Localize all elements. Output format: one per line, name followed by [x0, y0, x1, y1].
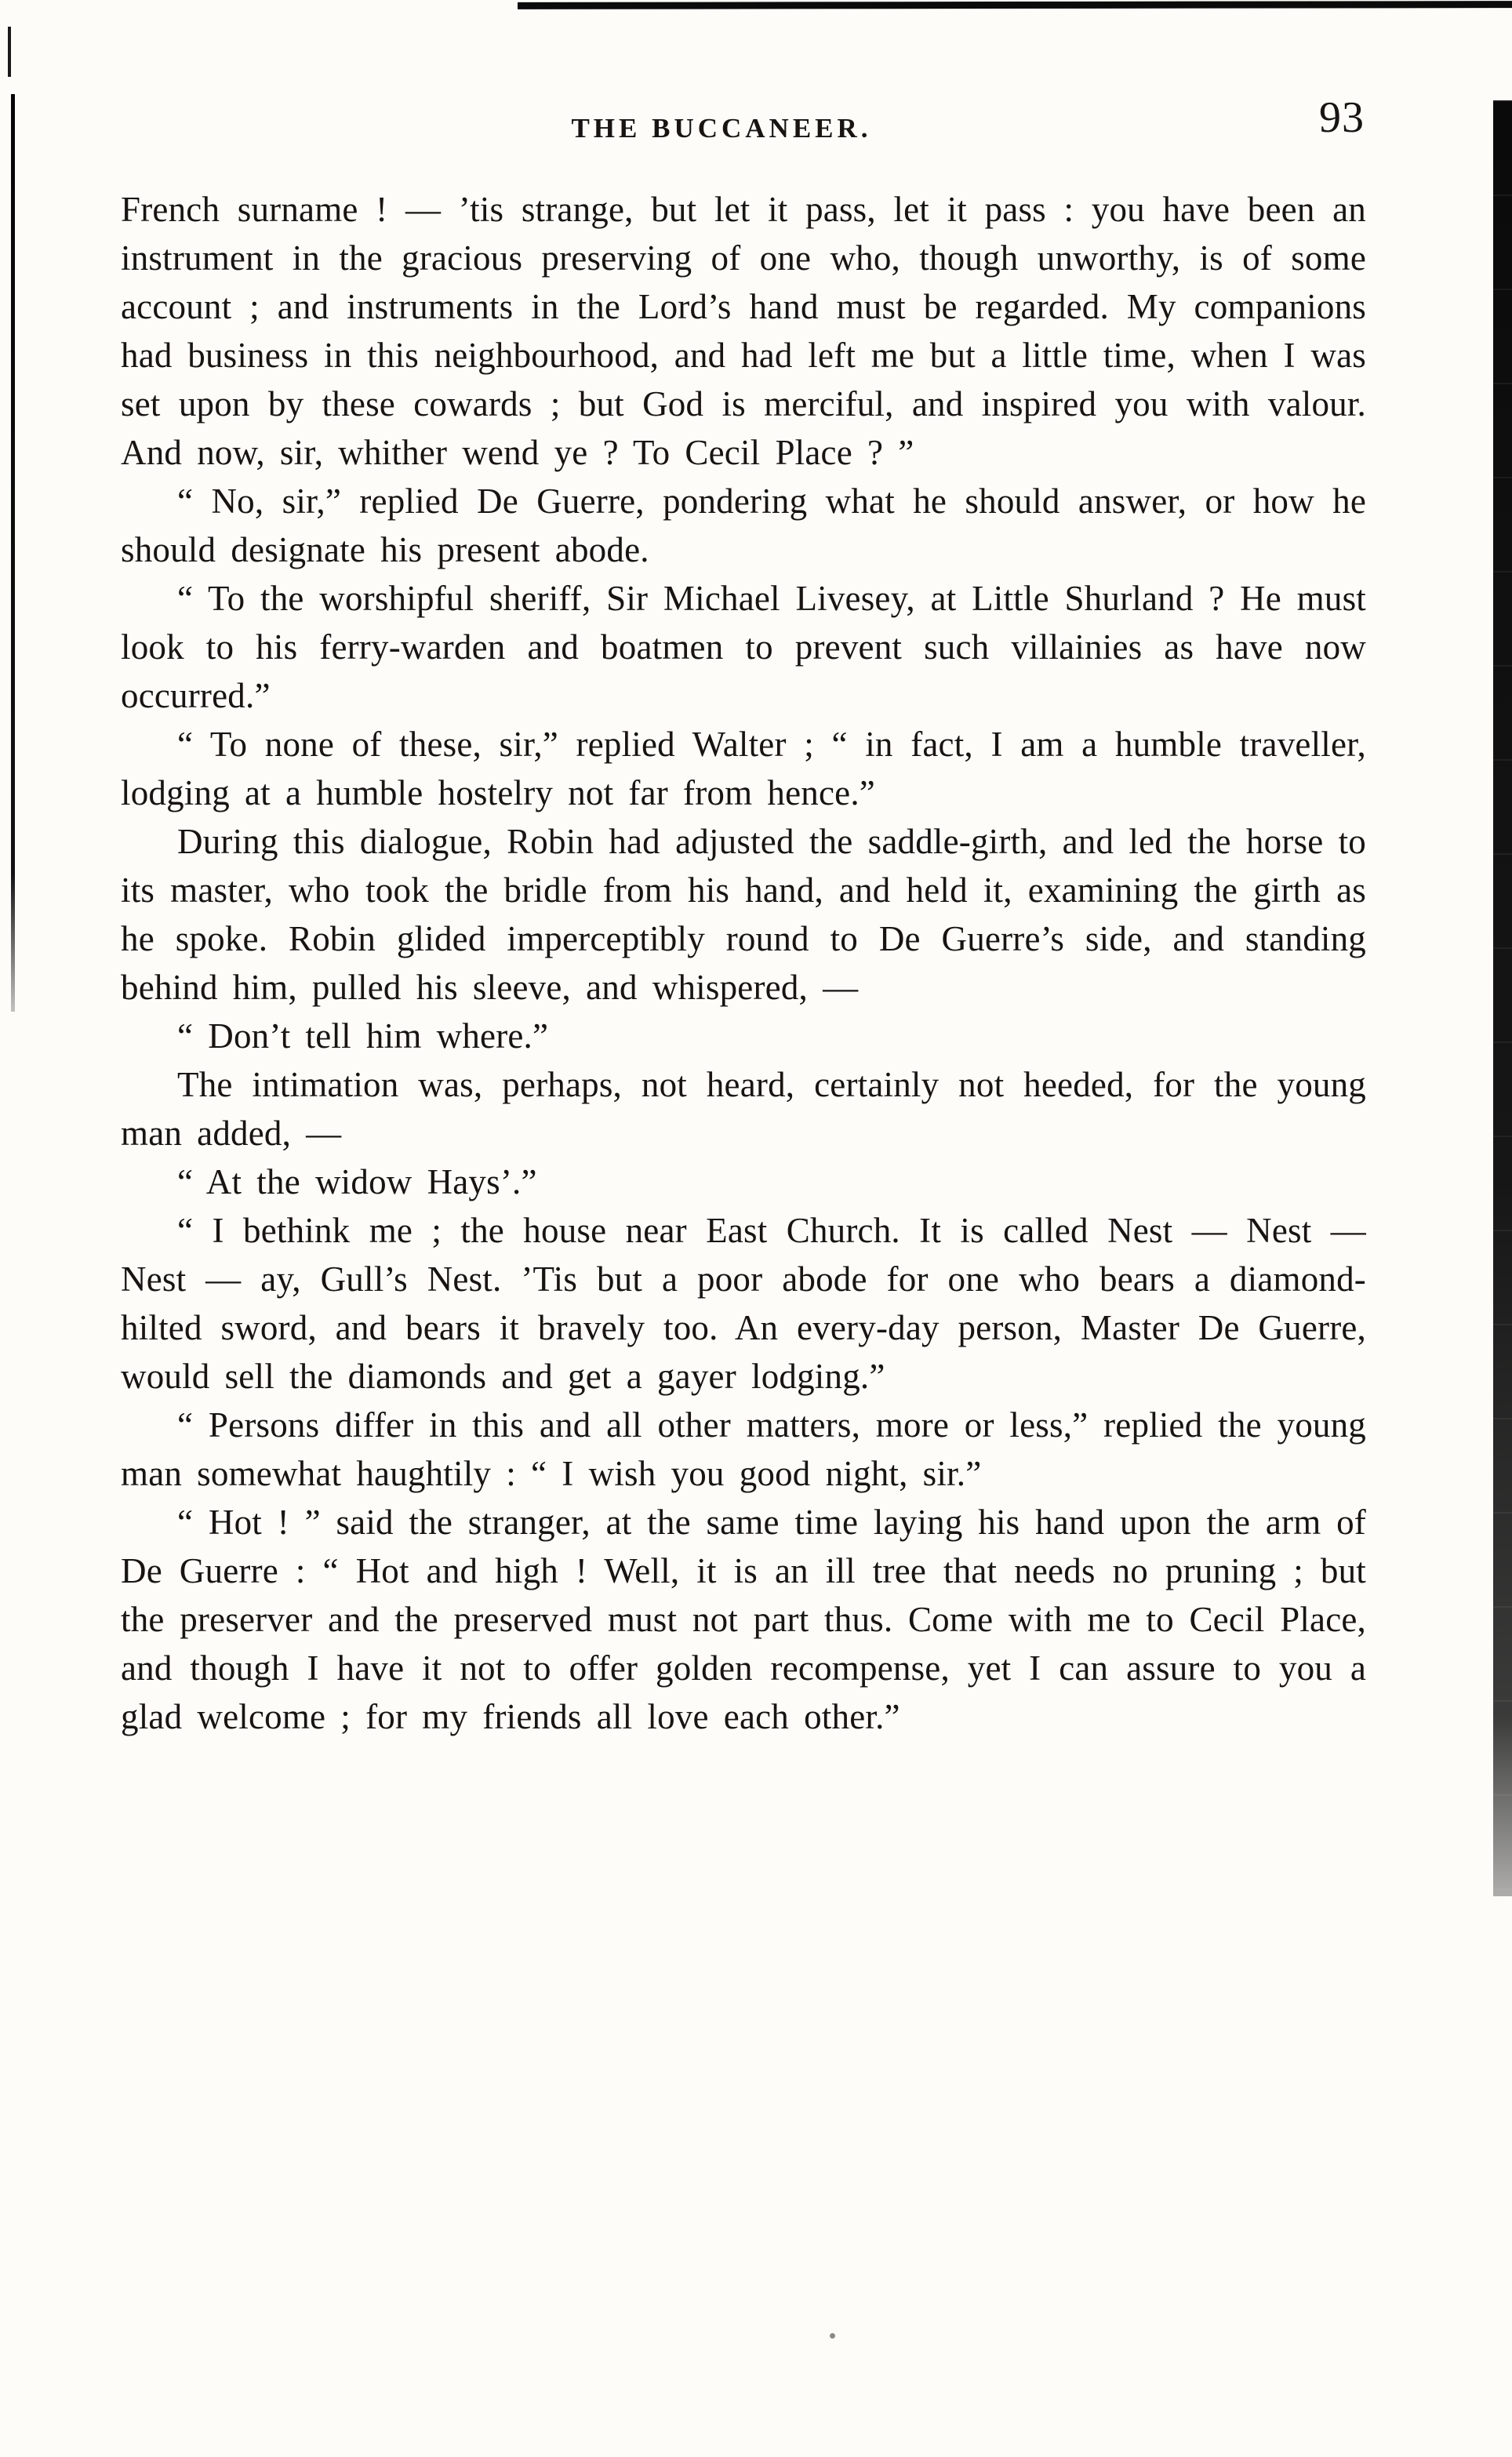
paragraph: “ I bethink me ; the house near East Church. It is called Nest — Nest — Nest — ay, Gull’s Nest. ’Tis but a poor abode for one who bears a diamond-hilted sword, and bears it bravely too. An every-day person, Master De Guerre, would sell the diamonds and get a gayer lodging.”	[121, 1211, 1366, 1396]
scan-artifact-left-mark	[8, 27, 11, 77]
page-content	[121, 93, 1366, 1741]
paragraph: The intimation was, perhaps, not heard, certainly not heeded, for the young man added, —	[121, 1065, 1366, 1153]
scan-artifact-left-edge-line	[11, 94, 15, 1012]
scan-speck	[830, 2333, 835, 2339]
running-title: THE BUCCANEER.	[571, 113, 872, 144]
paragraph: “ At the widow Hays’.”	[177, 1162, 537, 1201]
paragraph: French surname ! — ’tis strange, but let it pass, let it pass : you have been an instrument in the gracious preserving of one who, though unworthy, is of some account ; and instruments in the Lord’s hand must be regarded. My companions had business in this neighbourhood, and had left me but a little time, when I was set upon by these cowards ; but God is merciful, and inspired you with valour. And now, sir, whither wend ye ? To Cecil Place ? ”	[121, 190, 1366, 472]
paragraph: During this dialogue, Robin had adjusted the saddle-girth, and led the horse to its master, who took the bridle from his hand, and held it, examining the girth as he spoke. Robin glided imperceptibly round to De Guerre’s side, and standing behind him, pulled his sleeve, and whispered, —	[121, 822, 1366, 1007]
scan-artifact-top-bar	[518, 1, 1512, 9]
scan-artifact-right-edge	[1493, 100, 1512, 1896]
paragraph: “ To none of these, sir,” replied Walter ; “ in fact, I am a humble traveller, lodging at a humble hostelry not far from hence.”	[121, 725, 1366, 812]
paragraph: “ Don’t tell him where.”	[177, 1016, 549, 1056]
paragraph: “ To the worshipful sheriff, Sir Michael Livesey, at Little Shurland ? He must look to his ferry-warden and boatmen to prevent such villainies as have now occurred.”	[121, 579, 1366, 715]
running-head	[121, 93, 1366, 155]
page-number: 93	[1319, 93, 1365, 142]
paragraph: “ Hot ! ” said the stranger, at the same time laying his hand upon the arm of De Guerre : “ Hot and high ! Well, it is an ill tree that needs no pruning ; but the preserver and the preserved must not part thus. Come with me to Cecil Place, and though I have it not to offer golden recompense, yet I can assure to you a glad welcome ; for my friends all love each other.”	[121, 1503, 1366, 1736]
paragraph: “ No, sir,” replied De Guerre, pondering what he should answer, or how he should designate his present abode.	[121, 482, 1366, 569]
text-block	[121, 185, 1366, 1741]
paragraph: “ Persons differ in this and all other matters, more or less,” replied the young man somewhat haughtily : “ I wish you good night, sir.”	[121, 1405, 1366, 1493]
